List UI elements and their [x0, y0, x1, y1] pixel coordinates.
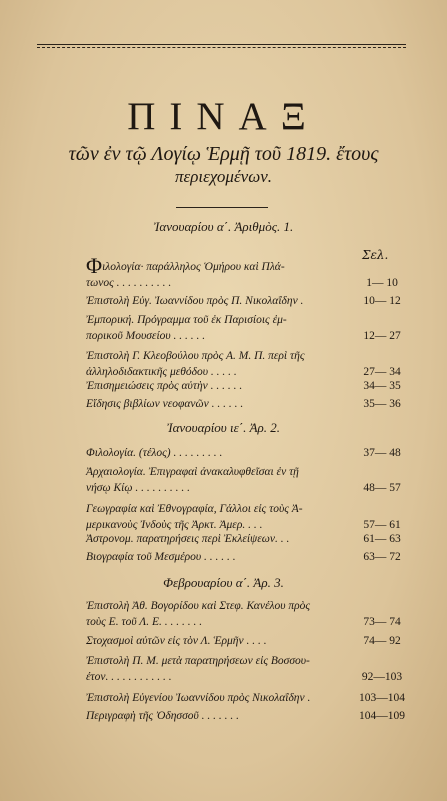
- toc-entry: [86, 709, 418, 725]
- entry-title: Ἐπιστολὴ Ἀθ. Βογορίδου καὶ Στεφ. Κανέλου πρὸς: [86, 600, 311, 612]
- entry-title-cont: μερικανοὺς Ἰνδοὺς τῆς Ἀρκτ. Ἀμερ. . . .: [86, 518, 263, 531]
- entry-title: Στοχασμοὶ αὐτῶν εἰς τὸν Λ. Ἑρμῆν . . . .: [86, 635, 267, 647]
- toc-entry: [86, 634, 418, 650]
- toc-entry: [86, 599, 418, 630]
- section-heading: Ἰανουαρίου ιε΄. Ἀρ. 2.: [166, 420, 281, 435]
- subtitle-line-2: περιεχομένων.: [175, 167, 272, 186]
- toc-entry: [86, 379, 418, 395]
- entry-pages: 48— 57: [363, 481, 401, 494]
- entry-pages: 92—103: [361, 670, 403, 683]
- entry-pages: 12— 27: [363, 329, 401, 342]
- toc-entry: [86, 313, 418, 344]
- entry-title: Ἐμπορική. Πρόγραμμα τοῦ ἐκ Παρισίοις ἐμ-: [86, 314, 287, 326]
- toc-entry: [86, 532, 418, 548]
- entry-title: Ἐπιστολὴ Γ. Κλεοβούλου πρὸς Α. Μ. Π. περὶ τῆς: [86, 350, 305, 362]
- toc-entry: [86, 550, 418, 566]
- top-ornament-rule: [37, 44, 406, 49]
- page-title: ΠΙΝΑΞ: [127, 95, 320, 138]
- entry-title-cont: νήσῳ Κίῳ . . . . . . . . . .: [86, 481, 190, 494]
- entry-title-cont: πορικοῦ Μουσείου . . . . . .: [86, 329, 206, 342]
- entry-pages: 34— 35: [363, 380, 401, 392]
- entry-title: Περιγραφὴ τῆς Ὀδησσοῦ . . . . . . .: [86, 710, 240, 722]
- entry-title: Ἐπισημειώσεις πρὸς αὐτὴν . . . . . .: [86, 380, 243, 392]
- entry-title-cont: έτον. . . . . . . . . . . .: [86, 670, 172, 683]
- entry-pages: 103—104: [359, 692, 405, 704]
- entry-title: Ἐπιστολὴ Εὐγενίου Ἰωαννίδου πρὸς Νικολαΐδην .: [86, 692, 311, 704]
- entry-title: Βιογραφία τοῦ Μεσμέρου . . . . . .: [86, 551, 236, 563]
- toc-entry: [86, 446, 418, 462]
- entry-title: Ἀρχαιολογία. Ἐπιγραφαὶ ἀνακαλυφθεῖσαι ἐν τῇ: [86, 466, 299, 478]
- entry-title: Εἴδησις βιβλίων νεοφανῶν . . . . . .: [86, 398, 244, 410]
- section-heading: Φεβρουαρίου α΄. Ἀρ. 3.: [163, 575, 284, 590]
- entry-title: Φιλολογία. (τέλος) . . . . . . . . .: [86, 447, 223, 459]
- entry-pages: 27— 34: [363, 365, 401, 378]
- entry-pages: 74— 92: [363, 635, 401, 647]
- subtitle-line-1: τῶν ἐν τῷ Λογίῳ Ἑρμῇ τοῦ 1819. ἔτους: [68, 143, 379, 165]
- entry-pages: 73— 74: [363, 615, 401, 628]
- entry-pages: 1— 10: [366, 276, 398, 289]
- entry-pages: 37— 48: [363, 447, 401, 459]
- entry-title: Ἀστρονομ. παρατηρήσεις περὶ Ἐκλείψεων. . .: [86, 533, 290, 545]
- entry-pages: 61— 63: [363, 533, 401, 545]
- toc-entry: [86, 502, 418, 533]
- entry-title-cont: τωνος . . . . . . . . . .: [86, 276, 172, 289]
- toc-entry: [86, 654, 418, 685]
- toc-entry: [86, 397, 418, 413]
- entry-title: Γεωγραφία καὶ Ἐθνογραφία, Γάλλοι εἰς τοὺς Ἀ-: [86, 503, 303, 515]
- entry-pages: 35— 36: [363, 398, 401, 410]
- entry-title-cont: ἀλληλοδιδακτικῆς μεθόδου . . . . .: [86, 365, 237, 378]
- entry-title-cont: τοὺς Ε. τοῦ Λ. Ε. . . . . . . .: [86, 615, 203, 628]
- entry-title: Ἐπιστολὴ Π. Μ. μετὰ παρατηρήσεων εἰς Βοσσου-: [86, 655, 310, 667]
- section-heading: Ἰανουαρίου α΄. Ἀριθμὸς. 1.: [153, 219, 294, 234]
- toc-entry: [86, 349, 418, 380]
- toc-entry: [86, 691, 418, 707]
- entry-pages: 10— 12: [363, 295, 401, 307]
- entry-pages: 57— 61: [363, 518, 401, 531]
- toc-entry: [86, 294, 418, 310]
- entry-pages: 63— 72: [363, 551, 401, 563]
- divider-rule: [176, 207, 268, 208]
- entry-pages: 104—109: [359, 710, 405, 722]
- entry-title: Ἐπιστολὴ Εὐγ. Ἰωαννίδου πρὸς Π. Νικολαΐδην .: [86, 295, 304, 307]
- toc-entry: [86, 465, 418, 496]
- drop-initial: Φ: [86, 253, 103, 278]
- entry-title: ιλολογία· παράλληλος Ὁμήρου καὶ Πλά-: [102, 261, 285, 273]
- page-column-label: Σελ.: [362, 248, 389, 262]
